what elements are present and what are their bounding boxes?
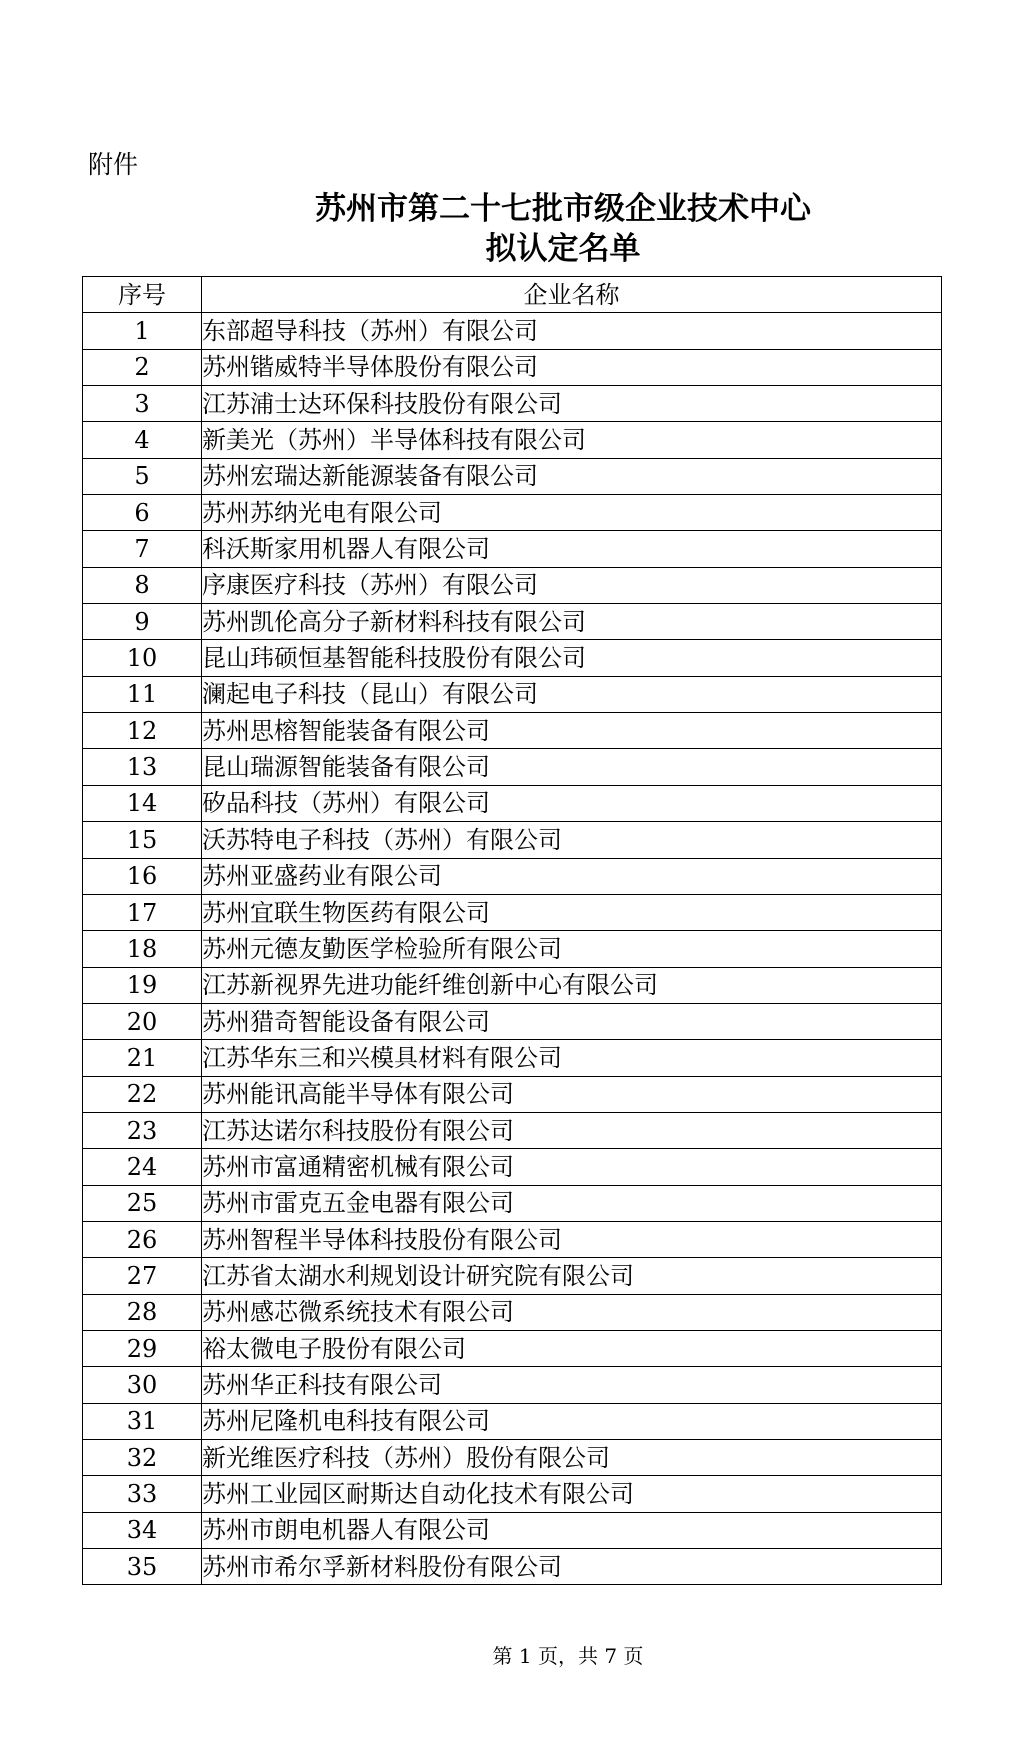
company-name-cell: 东部超导科技（苏州）有限公司 — [202, 313, 942, 349]
company-name-cell: 苏州宜联生物医药有限公司 — [202, 894, 942, 930]
table-row — [83, 676, 942, 712]
company-name-cell: 苏州尼隆机电科技有限公司 — [202, 1403, 942, 1439]
table-row — [83, 1149, 942, 1185]
company-name-cell: 江苏华东三和兴模具材料有限公司 — [202, 1040, 942, 1076]
company-list-table — [82, 276, 942, 1585]
table-row — [83, 1258, 942, 1294]
table-row — [83, 567, 942, 603]
serial-number-cell: 32 — [83, 1440, 202, 1476]
serial-number-cell: 10 — [83, 640, 202, 676]
company-name-cell: 苏州元德友勤医学检验所有限公司 — [202, 931, 942, 967]
table-row — [83, 1549, 942, 1585]
serial-number-cell: 23 — [83, 1112, 202, 1148]
table-header-row — [83, 277, 942, 313]
company-name-cell: 沃苏特电子科技（苏州）有限公司 — [202, 822, 942, 858]
company-name-cell: 苏州市雷克五金电器有限公司 — [202, 1185, 942, 1221]
document-title: 苏州市第二十七批市级企业技术中心 — [315, 191, 811, 227]
serial-number-cell: 16 — [83, 858, 202, 894]
company-name-cell: 苏州锴威特半导体股份有限公司 — [202, 349, 942, 385]
company-name-cell: 序康医疗科技（苏州）有限公司 — [202, 567, 942, 603]
serial-number-cell: 13 — [83, 749, 202, 785]
table-row — [83, 1440, 942, 1476]
serial-number-cell: 5 — [83, 458, 202, 494]
serial-number-cell: 2 — [83, 349, 202, 385]
table-row — [83, 422, 942, 458]
table-row — [83, 749, 942, 785]
company-name-cell: 苏州智程半导体科技股份有限公司 — [202, 1221, 942, 1257]
serial-number-cell: 4 — [83, 422, 202, 458]
serial-number-cell: 17 — [83, 894, 202, 930]
company-name-cell: 苏州能讯高能半导体有限公司 — [202, 1076, 942, 1112]
company-name-cell: 昆山玮硕恒基智能科技股份有限公司 — [202, 640, 942, 676]
company-name-cell: 裕太微电子股份有限公司 — [202, 1330, 942, 1366]
company-name-cell: 江苏新视界先进功能纤维创新中心有限公司 — [202, 967, 942, 1003]
company-name-cell: 苏州华正科技有限公司 — [202, 1367, 942, 1403]
table-row — [83, 1185, 942, 1221]
table-row — [83, 604, 942, 640]
table-row — [83, 1112, 942, 1148]
table-row — [83, 458, 942, 494]
company-name-cell: 昆山瑞源智能装备有限公司 — [202, 749, 942, 785]
serial-number-cell: 19 — [83, 967, 202, 1003]
serial-number-cell: 14 — [83, 785, 202, 821]
table-row — [83, 1403, 942, 1439]
serial-number-cell: 22 — [83, 1076, 202, 1112]
serial-number-cell: 29 — [83, 1330, 202, 1366]
table-row — [83, 894, 942, 930]
serial-number-cell: 24 — [83, 1149, 202, 1185]
serial-number-cell: 7 — [83, 531, 202, 567]
company-name-cell: 苏州凯伦高分子新材料科技有限公司 — [202, 604, 942, 640]
serial-number-cell: 18 — [83, 931, 202, 967]
table-row — [83, 785, 942, 821]
serial-number-cell: 20 — [83, 1003, 202, 1039]
company-name-cell: 苏州思榕智能装备有限公司 — [202, 713, 942, 749]
serial-number-cell: 34 — [83, 1512, 202, 1548]
table-row — [83, 531, 942, 567]
serial-number-cell: 33 — [83, 1476, 202, 1512]
table-row — [83, 713, 942, 749]
serial-number-cell: 30 — [83, 1367, 202, 1403]
table-row — [83, 1294, 942, 1330]
table-row — [83, 858, 942, 894]
table-row — [83, 822, 942, 858]
serial-number-cell: 1 — [83, 313, 202, 349]
table-body — [83, 313, 942, 1585]
serial-number-cell: 8 — [83, 567, 202, 603]
company-name-cell: 苏州亚盛药业有限公司 — [202, 858, 942, 894]
company-name-cell: 苏州市希尔孚新材料股份有限公司 — [202, 1549, 942, 1585]
company-name-cell: 苏州市富通精密机械有限公司 — [202, 1149, 942, 1185]
table-row — [83, 1330, 942, 1366]
attachment-label: 附件 — [88, 150, 139, 179]
serial-number-cell: 11 — [83, 676, 202, 712]
serial-number-cell: 6 — [83, 495, 202, 531]
serial-number-cell: 3 — [83, 386, 202, 422]
table-row — [83, 1367, 942, 1403]
company-name-cell: 江苏达诺尔科技股份有限公司 — [202, 1112, 942, 1148]
serial-number-cell: 26 — [83, 1221, 202, 1257]
company-name-cell: 苏州宏瑞达新能源装备有限公司 — [202, 458, 942, 494]
table-row — [83, 1040, 942, 1076]
company-name-cell: 新光维医疗科技（苏州）股份有限公司 — [202, 1440, 942, 1476]
company-name-cell: 江苏省太湖水利规划设计研究院有限公司 — [202, 1258, 942, 1294]
table-row — [83, 495, 942, 531]
table-row — [83, 1076, 942, 1112]
company-name-cell: 苏州感芯微系统技术有限公司 — [202, 1294, 942, 1330]
company-name-cell: 新美光（苏州）半导体科技有限公司 — [202, 422, 942, 458]
table-row — [83, 1003, 942, 1039]
company-name-cell: 苏州市朗电机器人有限公司 — [202, 1512, 942, 1548]
company-name-cell: 澜起电子科技（昆山）有限公司 — [202, 676, 942, 712]
document-subtitle: 拟认定名单 — [485, 231, 641, 267]
company-name-cell: 科沃斯家用机器人有限公司 — [202, 531, 942, 567]
serial-number-cell: 27 — [83, 1258, 202, 1294]
company-name-cell: 苏州苏纳光电有限公司 — [202, 495, 942, 531]
table-row — [83, 640, 942, 676]
serial-number-cell: 35 — [83, 1549, 202, 1585]
table-row — [83, 386, 942, 422]
company-name-cell: 江苏浦士达环保科技股份有限公司 — [202, 386, 942, 422]
table-row — [83, 1512, 942, 1548]
table-row — [83, 1221, 942, 1257]
table-row — [83, 313, 942, 349]
header-company-name: 企业名称 — [202, 277, 942, 313]
company-name-cell: 矽品科技（苏州）有限公司 — [202, 785, 942, 821]
serial-number-cell: 15 — [83, 822, 202, 858]
table-row — [83, 349, 942, 385]
serial-number-cell: 21 — [83, 1040, 202, 1076]
serial-number-cell: 31 — [83, 1403, 202, 1439]
table-row — [83, 1476, 942, 1512]
serial-number-cell: 12 — [83, 713, 202, 749]
serial-number-cell: 9 — [83, 604, 202, 640]
header-serial-number: 序号 — [83, 277, 202, 313]
company-name-cell: 苏州工业园区耐斯达自动化技术有限公司 — [202, 1476, 942, 1512]
page-footer: 第 1 页，共 7 页 — [492, 1644, 644, 1668]
company-name-cell: 苏州猎奇智能设备有限公司 — [202, 1003, 942, 1039]
table-row — [83, 931, 942, 967]
serial-number-cell: 28 — [83, 1294, 202, 1330]
table-row — [83, 967, 942, 1003]
serial-number-cell: 25 — [83, 1185, 202, 1221]
